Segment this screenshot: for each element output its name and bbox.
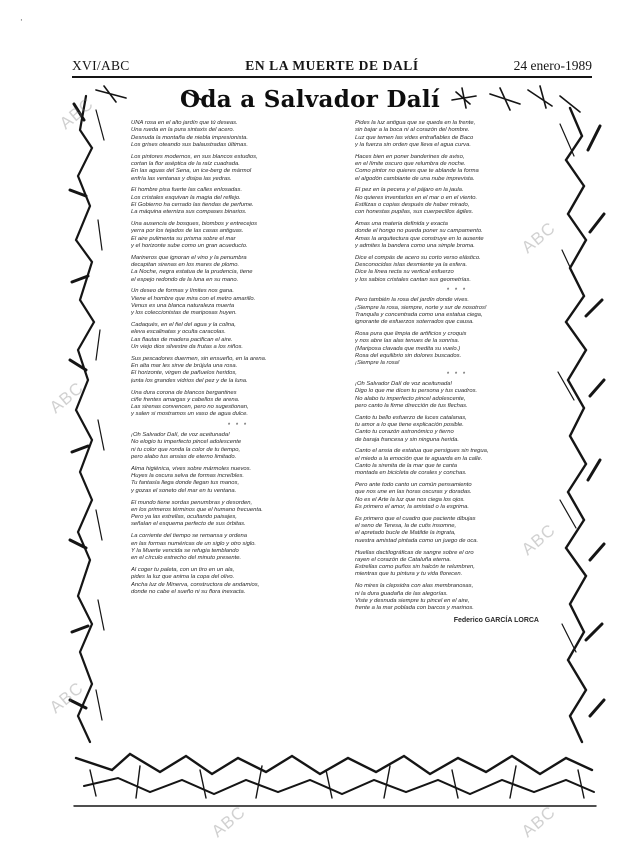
poem-stanza <box>355 297 559 326</box>
stanza-separator: * * * <box>446 372 468 379</box>
poem-line: Rosa pura que limpia de artificios y croquis <box>355 331 467 338</box>
poem-line: Al coger tu paleta, con un tiro en un ala, <box>131 566 235 573</box>
poem-stanza <box>355 187 559 216</box>
poem-line: Canto tu bello esfuerzo de luces catalanas, <box>355 414 467 421</box>
poem-line: Las sirenas convencen, pero no sugestionan, <box>131 404 249 411</box>
poem-line: Canto la sirenita de la mar que te canta <box>355 463 458 470</box>
poem-line: Marineros que ignoran el vino y la penumbra <box>131 254 247 261</box>
poem-line: el espejo redondo de la luna en su mano. <box>131 276 239 283</box>
poem-line: montada en bicicleta de corales y conchas. <box>355 470 467 477</box>
poem-line: Huyes la oscura selva de formas increíbles. <box>131 473 245 480</box>
poem-line: Es primero el amor, la amistad o la esgrima. <box>355 504 469 511</box>
poem-line: ni la dura guadaña de las alegorías. <box>355 590 448 597</box>
poem-stanza <box>131 567 345 596</box>
poem-stanza <box>355 583 559 612</box>
poem-line: ignorante de esfuerzos soterrados que causa. <box>355 319 474 326</box>
poem-line: pero alabo tus ansias de eterno limitado. <box>131 454 237 461</box>
poem-stanza <box>131 356 345 385</box>
corner-speck: · <box>20 16 23 26</box>
poem-line: ¡Siempre la rosa! <box>355 360 400 367</box>
poem-stanza <box>355 154 559 183</box>
poem-line: (Mariposa clavada que medita su vuelo.) <box>355 345 461 352</box>
poem-stanza <box>131 154 345 183</box>
poem-line: La Noche, negra estatua de la prudencia, tiene <box>131 269 253 276</box>
poem-line: y admites la bandera como una simple broma. <box>355 242 475 249</box>
poem-line: Como pintor no quieres que te ablande la forma <box>355 168 479 175</box>
poem-stanza <box>131 466 345 495</box>
poem-line: No elogio tu imperfecto pincel adolescente <box>131 439 242 446</box>
poem-line: eleva escalinatas y oculta caracolas. <box>131 329 226 336</box>
poem-line: y salen si mostramos un vaso de agua dulce. <box>131 411 248 418</box>
poem-line: Una rueda en la pura sintaxis del acero. <box>131 127 235 134</box>
poem-line: ¡Oh Salvador Dalí, de voz aceitunada! <box>131 432 230 439</box>
poem-line: enfría las ventanas y disipa las yedras. <box>131 175 232 182</box>
poem-line: Un deseo de formas y límites nos gana. <box>131 288 234 295</box>
poem-line: No alabo tu imperfecto pincel adolescente, <box>355 395 466 402</box>
poem-line: El mundo tiene sordas penumbras y desorden, <box>131 499 253 506</box>
poem-line: que nos une en las horas oscuras y doradas. <box>355 489 472 496</box>
poem-stanza <box>131 432 345 461</box>
poem-line: Una ausencia de bosques, biombos y entrecejos <box>131 221 258 228</box>
poem-line: Los cristales esquivan la magia del reflejo. <box>131 194 241 201</box>
section-label: XVI/ABC <box>72 58 130 73</box>
poem-line: donde no cabe el sueño ni su flora inexacta. <box>131 588 246 595</box>
poem-line: junta los grandes vidrios del pez y de la luna. <box>131 377 248 384</box>
poem-line: Amas la arquitectura que construye en lo ausente <box>355 235 484 242</box>
poem-line: Amas una materia definida y exacta <box>355 221 448 228</box>
poem-line: Rosa del equilibrio sin dolores buscados. <box>355 353 462 360</box>
poem-line: La corriente del tiempo se remansa y ordena <box>131 533 247 540</box>
poem-line: Es primero que el cuadro que paciente dibujas <box>355 515 476 522</box>
poem-stanza <box>131 221 345 250</box>
poem-line: Una dura corona de blancos bergantines <box>131 389 237 396</box>
poem-stanza <box>131 187 345 216</box>
poem-line: Y la Muerte vencida se refugia temblando <box>131 547 239 554</box>
poem-line: Pero ante todo canto un común pensamiento <box>355 482 472 489</box>
section-headline: EN LA MUERTE DE DALÍ <box>245 58 419 73</box>
poem-title: Oda a Salvador Dalí <box>179 86 441 113</box>
poem-line: Desconocidas islas desmiente ya la esfera. <box>355 262 468 269</box>
abc-watermark: ABC <box>46 678 88 718</box>
poem-line: y nos abre las alas tenues de la sonrisa. <box>355 338 460 345</box>
poem-line: Los pintores modernos, en sus blancos estudios, <box>131 153 258 160</box>
poem-line: yerra por los tejados de las casas antiguas. <box>131 228 244 235</box>
poem-line: El hombre pisa fuerte las calles enlosadas. <box>131 187 243 194</box>
abc-watermark: ABC <box>56 94 98 134</box>
poem-line: frente a la mar poblada con barcos y marinos. <box>355 605 474 612</box>
poem-line: el seno de Teresa, la de cutis insomne, <box>355 523 457 530</box>
poem-stanza <box>131 533 345 562</box>
poem-line: No es el Arte la luz que nos ciega los ojos. <box>355 496 465 503</box>
poem-line: pides la luz que anima la copa del olivo. <box>131 574 235 581</box>
abc-watermark: ABC <box>46 378 88 418</box>
poem-line: Sus pescadores duermen, sin ensueño, en la arena. <box>131 355 267 362</box>
poem-line: señalan el esquema perfecto de sus órbitas. <box>131 521 246 528</box>
poem-line: ¡Oh Salvador Dalí de voz aceitunada! <box>355 381 453 388</box>
abc-watermark: ABC <box>518 520 560 560</box>
poem-line: Estilizas o copias después de haber mirado, <box>355 201 470 208</box>
poem-line: Tranquila y concentrada como una estatua ciega, <box>355 312 483 319</box>
poem-stanza <box>355 331 559 367</box>
poem-line: mientras que tu pintura y tu vida florecen. <box>355 571 463 578</box>
poem-line: el miedo a la emoción que te aguarda en la calle. <box>355 455 483 462</box>
poem-stanza <box>355 381 559 410</box>
poem-line: y los coleccionistas de mariposas huyen. <box>131 310 237 317</box>
poem-left-column <box>131 120 345 601</box>
poem-line: ¡Siempre la rosa, siempre, norte y sur de nosotros! <box>355 304 487 311</box>
poem-stanza <box>131 390 345 419</box>
poem-line: en las formas numéricas de un siglo y otro siglo. <box>131 540 257 547</box>
poem-line: donde el hongo no pueda poner su campamento. <box>355 228 483 235</box>
poem-line: El Gobierno ha cerrado las tiendas de perfume. <box>131 201 254 208</box>
poem-line: El pez en la pecera y el pájaro en la jaula. <box>355 187 464 194</box>
poem-line: el algodón cambiante de una nube imprevista. <box>355 175 475 182</box>
poem-line: Pides la luz antigua que se queda en la frente, <box>355 120 476 126</box>
poem-line: decapitan sirenas en los mares de plomo. <box>131 262 240 269</box>
poem-line: Haces bien en poner banderines de aviso, <box>355 153 465 160</box>
poem-line: Canto el ansia de estatua que persigues sin tregua, <box>355 448 489 455</box>
poem-line: En las aguas del Sena, un ice-berg de mármol <box>131 168 252 175</box>
poem-line: sin bajar a la boca ni al corazón del hombre. <box>355 127 470 134</box>
poem-line: nuestra amistad pintada como un juego de oca. <box>355 537 479 544</box>
poem-line: y los sabios cristales cantan sus geometrías. <box>355 276 471 283</box>
abc-watermark: ABC <box>518 802 560 842</box>
poem-line: en los primeros términos que el humano frecuenta. <box>131 506 263 513</box>
poem-line: Tu fantasía llega donde llegan tus manos, <box>131 480 240 487</box>
poem-line: Ancha luz de Minerva, constructora de andamios, <box>131 581 260 588</box>
poem-line: y gozas el soneto del mar en tu ventana. <box>131 487 237 494</box>
poem-line: Viene el hombre que mira con el metro amarillo. <box>131 295 256 302</box>
stanza-separator: * * * <box>227 423 249 430</box>
poem-line: el apretado bucle de Matilde la ingrata, <box>355 530 456 537</box>
poem-stanza <box>355 482 559 511</box>
poem-line: No quieres inventarlos en el mar o en el viento. <box>355 194 478 201</box>
poem-line: con honestas pupilas, sus cuerpecillos ágiles. <box>355 209 474 216</box>
poem-stanza <box>355 448 559 477</box>
poem-stanza <box>131 288 345 317</box>
poem-stanza <box>355 120 559 149</box>
poem-stanza <box>131 255 345 284</box>
poem-stanza <box>131 120 345 149</box>
poem-line: cortan la flor aséptica de la raíz cuadrada. <box>131 160 240 167</box>
poem-line: En alta mar les sirve de brújula una rosa. <box>131 363 238 370</box>
poem-line: Digo lo que me dicen tu persona y tus cuadros. <box>355 388 478 395</box>
poem-line: y la fuerza sin orden que lleva el agua curva. <box>355 141 471 148</box>
poem-line: Estrellas como puños sin halcón te relumbren, <box>355 564 475 571</box>
poem-line: La máquina eterniza sus compases binarios. <box>131 209 247 216</box>
poem-line: en el límite oscuro que relumbra de noche. <box>355 160 466 167</box>
poem-stanza <box>355 255 559 284</box>
poem-line: rayen el corazón de Cataluña eterna. <box>355 556 452 563</box>
poem-line: Un viejo dios silvestre da frutas a los niños. <box>131 344 244 351</box>
poem-author: Federico GARCÍA LORCA <box>453 616 539 624</box>
poem-line: Viste y desnuda siempre tu pincel en el aire, <box>355 597 470 604</box>
poem-line: Luz que temen las vides entrañables de Baco <box>355 134 474 141</box>
poem-stanza <box>355 415 559 444</box>
poem-line: Huellas dactilográficas de sangre sobre el oro <box>355 549 474 556</box>
poem-line: ciñe frentes amargas y cabellos de arena. <box>131 396 240 403</box>
poem-line: de baraja francesa y sin ninguna herida. <box>355 436 459 443</box>
stanza-separator: * * * <box>446 288 468 295</box>
poem-line: y el horizonte sube como un gran acueducto. <box>131 242 248 249</box>
poem-line: Las flautas de madera pacifican el aire. <box>131 336 233 343</box>
poem-line: Pero ya las estrellas, ocultando paisajes, <box>131 514 237 521</box>
poem-line: ni tu color que ronda la color de tu tiempo, <box>131 446 241 453</box>
issue-date: 24 enero-1989 <box>513 58 592 73</box>
poem-line: Venus es una blanca naturaleza muerta <box>131 303 235 310</box>
poem-line: pero canto la firme dirección de tus flechas. <box>355 403 468 409</box>
poem-line: Canto tu corazón astronómico y tierno <box>355 429 454 436</box>
poem-line: El aire pulimenta su prisma sobre el mar <box>131 235 236 242</box>
poem-stanza <box>131 322 345 351</box>
poem-line: Los grises oteando sus balaustradas últimas. <box>131 141 248 148</box>
poem-line: Pero también la rosa del jardín donde vives. <box>355 297 470 304</box>
poem-line: El horizonte, virgen de pañuelos heridos, <box>131 370 237 377</box>
poem-line: Cadaqués, en el fiel del agua y la colina, <box>131 322 236 329</box>
poem-line: tu amor a lo que tiene explicación posible. <box>355 422 464 429</box>
abc-watermark: ABC <box>208 802 250 842</box>
poem-line: Dice el compás de acero su corto verso elástico. <box>355 254 481 261</box>
poem-line: UNA rosa en el alto jardín que tú deseas. <box>131 120 238 126</box>
poem-line: No mires la clepsidra con alas membranosas, <box>355 583 474 590</box>
abc-watermark: ABC <box>518 218 560 258</box>
poem-line: Desnuda la montaña de niebla impresionista. <box>131 134 248 141</box>
poem-line: Dice la línea recta su vertical esfuerzo <box>355 269 454 276</box>
poem-stanza <box>131 500 345 529</box>
poem-line: en el círculo estrecho del minuto presente. <box>131 555 242 562</box>
poem-line: Alma higiénica, vives sobre mármoles nuevos. <box>131 465 252 472</box>
